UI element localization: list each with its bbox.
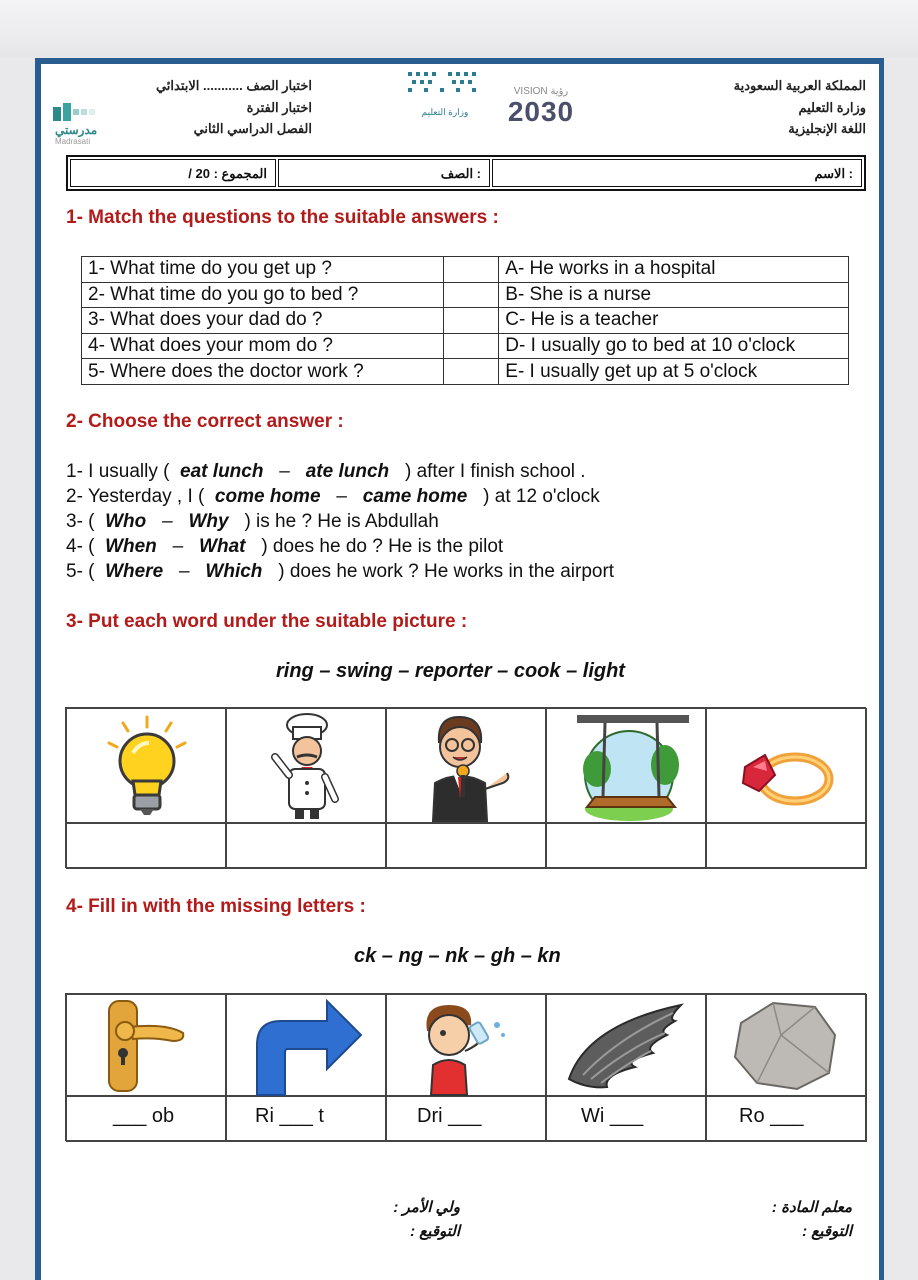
student-info-box — [66, 155, 866, 191]
option-a[interactable]: eat lunch — [180, 461, 264, 482]
table-row — [82, 359, 849, 385]
parent-signature: التوقيع : — [410, 1223, 460, 1240]
swing-icon — [547, 709, 707, 824]
option-a[interactable]: Where — [105, 561, 164, 582]
blank-cell[interactable] — [443, 257, 499, 283]
vision-2030-logo: VISION رؤية 2030 — [507, 86, 575, 127]
top-bar — [0, 0, 918, 58]
picture-grid — [65, 707, 866, 868]
answer-cell: B- She is a nurse — [499, 282, 849, 308]
blank-cell[interactable] — [443, 308, 499, 334]
blank-box[interactable]: Wi ___ — [546, 1096, 706, 1142]
blank-box[interactable]: Ri ___ t — [226, 1096, 386, 1142]
table-row — [82, 333, 849, 359]
option-a[interactable]: When — [105, 536, 157, 557]
match-table — [81, 256, 849, 385]
picture-cell — [546, 708, 706, 823]
option-a[interactable]: Who — [105, 511, 147, 532]
picture-cell — [706, 994, 867, 1096]
question-cell: 2- What time do you go to bed ? — [82, 282, 444, 308]
letters-grid — [65, 993, 866, 1141]
wing-icon — [547, 995, 707, 1097]
answer-box[interactable] — [66, 823, 226, 869]
question-cell: 4- What does your mom do ? — [82, 333, 444, 359]
answer-box[interactable] — [386, 823, 546, 869]
section2-title: 2- Choose the correct answer : — [66, 411, 344, 432]
answer-box[interactable] — [546, 823, 706, 869]
section4-title: 4- Fill in with the missing letters : — [66, 896, 366, 917]
question-cell: 3- What does your dad do ? — [82, 308, 444, 334]
option-a[interactable]: come home — [214, 486, 321, 507]
boy-drinking-icon — [387, 995, 547, 1097]
header-subject: اللغة الإنجليزية — [788, 121, 866, 136]
answer-cell: A- He works in a hospital — [499, 257, 849, 283]
question-cell: 5- Where does the doctor work ? — [82, 359, 444, 385]
choice-item-3: 3- ( Who – Why ) is he ? He is Abdullah — [66, 511, 439, 532]
choice-item-5: 5- ( Where – Which ) does he work ? He works in the airport — [66, 561, 615, 582]
picture-cell — [66, 994, 226, 1096]
option-b[interactable]: ate lunch — [305, 461, 390, 482]
section3-title: 3- Put each word under the suitable picture : — [66, 611, 468, 632]
option-b[interactable]: What — [199, 536, 246, 557]
option-b[interactable]: Why — [188, 511, 229, 532]
total-score-field: المجموع : 20 / — [70, 159, 276, 187]
table-row — [82, 282, 849, 308]
picture-cell — [386, 994, 546, 1096]
answer-cell: C- He is a teacher — [499, 308, 849, 334]
blank-cell[interactable] — [443, 333, 499, 359]
blank-box[interactable]: ___ ob — [66, 1096, 226, 1142]
door-knob-icon — [67, 995, 227, 1097]
picture-cell — [66, 708, 226, 823]
picture-cell — [386, 708, 546, 823]
rock-icon — [707, 995, 867, 1097]
option-b[interactable]: came home — [362, 486, 468, 507]
name-field: : الاسم — [492, 159, 862, 187]
option-b[interactable]: Which — [205, 561, 263, 582]
letter-bank: ck – ng – nk – gh – kn — [354, 945, 561, 967]
right-turn-arrow-icon — [227, 995, 387, 1097]
picture-cell — [546, 994, 706, 1096]
parent-label: ولي الأمر : — [393, 1199, 460, 1216]
teacher-label: معلم المادة : — [771, 1199, 852, 1216]
section1-title: 1- Match the questions to the suitable answers : — [66, 207, 499, 228]
header-exam-period: اختبار الفترة — [246, 100, 312, 115]
light-bulb-icon — [67, 709, 227, 824]
header-semester: الفصل الدراسي الثاني — [193, 121, 312, 136]
table-row — [82, 308, 849, 334]
choice-item-1: 1- I usually ( eat lunch – ate lunch ) after I finish school . — [66, 461, 586, 482]
picture-cell — [226, 994, 386, 1096]
answer-cell: D- I usually go to bed at 10 o'clock — [499, 333, 849, 359]
blank-cell[interactable] — [443, 359, 499, 385]
madrasati-logo: مدرستي Madrasati — [53, 101, 123, 147]
header-kingdom: المملكة العربية السعودية — [733, 78, 866, 93]
ring-icon — [707, 709, 867, 824]
question-cell: 1- What time do you get up ? — [82, 257, 444, 283]
picture-cell — [226, 708, 386, 823]
blank-box[interactable]: Dri ___ — [386, 1096, 546, 1142]
answer-box[interactable] — [706, 823, 867, 869]
choice-item-4: 4- ( When – What ) does he do ? He is the pilot — [66, 536, 504, 557]
teacher-signature: التوقيع : — [802, 1223, 852, 1240]
reporter-icon — [387, 709, 547, 824]
blank-cell[interactable] — [443, 282, 499, 308]
picture-cell — [706, 708, 867, 823]
choice-item-2: 2- Yesterday , I ( come home – came home ) at 12 o'clock — [66, 486, 600, 507]
header-exam-grade: اختبار الصف ........... الابتدائي — [155, 78, 312, 93]
class-field: : الصف — [278, 159, 490, 187]
blank-box[interactable]: Ro ___ — [706, 1096, 867, 1142]
word-bank: ring – swing – reporter – cook – light — [276, 660, 625, 682]
answer-box[interactable] — [226, 823, 386, 869]
table-row — [82, 257, 849, 283]
answer-cell: E- I usually get up at 5 o'clock — [499, 359, 849, 385]
ministry-logo: وزارة التعليم — [404, 68, 486, 124]
chef-icon — [227, 709, 387, 824]
header-ministry: وزارة التعليم — [798, 100, 866, 115]
